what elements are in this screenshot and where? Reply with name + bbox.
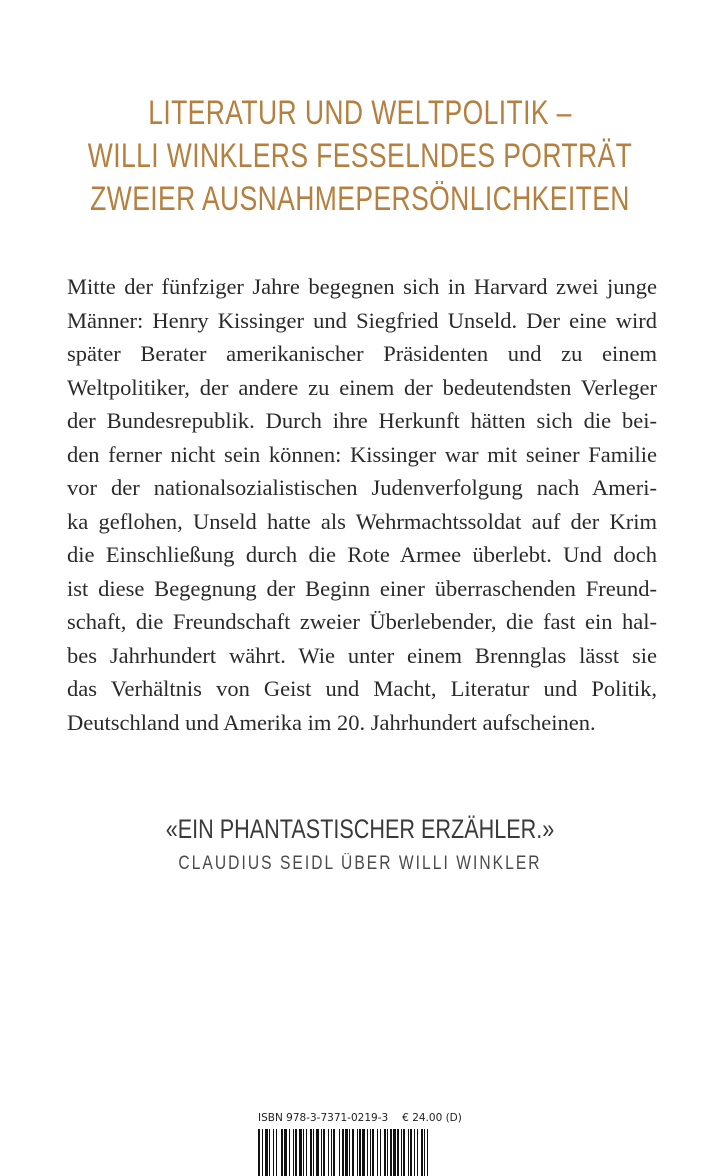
- headline-line-2: WILLI WINKLERS FESSELNDES PORTRÄT: [87, 137, 633, 175]
- blurb-line: ist diese Begegnung der Beginn einer überraschenden Freund-: [67, 575, 657, 601]
- barcode-bar: [428, 1129, 430, 1176]
- review-quote: «EIN PHANTASTISCHER ERZÄHLER.»: [165, 814, 555, 844]
- headline-line-1: LITERATUR UND WELTPOLITIK –: [148, 94, 572, 132]
- blurb-line: das Verhältnis von Geist und Macht, Literatur und Politik,: [67, 676, 657, 701]
- blurb-line: ka geflohen, Unseld hatte als Wehrmachtssoldat auf der Krim: [67, 508, 657, 534]
- blurb-line: Männer: Henry Kissinger und Siegfried Unseld. Der eine wird: [67, 307, 657, 333]
- isbn-number: ISBN 978-3-7371-0219-3: [258, 1112, 389, 1124]
- blurb-text: [67, 270, 657, 739]
- blurb-line: vor der nationalsozialistischen Judenverfolgung nach Ameri-: [67, 475, 657, 500]
- blurb-line: der Bundesrepublik. Durch ihre Herkunft hätten sich die bei-: [67, 408, 657, 433]
- barcode-bars: [258, 1129, 430, 1176]
- blurb-line: Weltpolitiker, der andere zu einem der bedeutendsten Verleger: [67, 374, 657, 400]
- blurb-line: schaft, die Freundschaft zweier Überlebender, die fast ein hal-: [67, 609, 657, 634]
- blurb-line: später Berater amerikanischer Präsidenten und zu einem: [67, 341, 657, 366]
- barcode-caption: [258, 1112, 462, 1124]
- isbn-barcode: [252, 1112, 462, 1176]
- headline-line-3: ZWEIER AUSNAHMEPERSÖNLICHKEITEN: [90, 180, 630, 218]
- headline: [79, 92, 641, 221]
- blurb-line: den ferner nicht sein können: Kissinger war mit seiner Familie: [67, 441, 657, 467]
- blurb-line: Mitte der fünfziger Jahre begegnen sich in Harvard zwei junge: [67, 274, 657, 299]
- blurb-line: die Einschließung durch die Rote Armee überlebt. Und doch: [67, 542, 657, 567]
- blurb-line: bes Jahrhundert währt. Wie unter einem Brennglas lässt sie: [67, 642, 657, 668]
- quote-attribution: CLAUDIUS SEIDL ÜBER WILLI WINKLER: [178, 853, 542, 874]
- blurb-line: Deutschland und Amerika im 20. Jahrhundert aufscheinen.: [67, 709, 596, 735]
- price-label: € 24.00 (D): [402, 1112, 462, 1124]
